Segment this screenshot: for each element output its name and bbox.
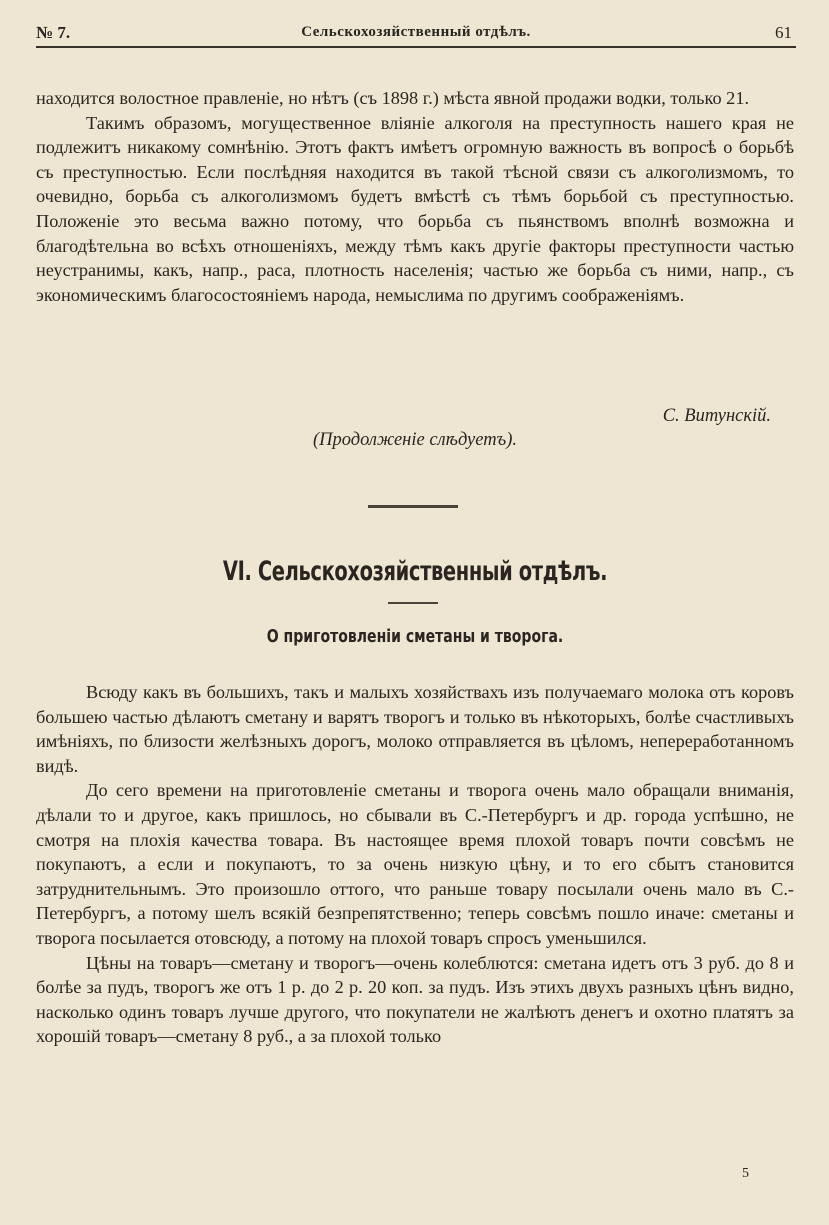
paragraph: Всюду какъ въ большихъ, такъ и малыхъ хозяйствахъ изъ получаемаго молока отъ коровъ большею частью дѣлаютъ сметану и варятъ творогъ и только въ нѣкоторыхъ, болѣе счастливыхъ имѣніяхъ, по близости желѣзныхъ дорогъ, молоко отправляется въ цѣломъ, непереработанномъ видѣ. xyxy=(36,682,794,776)
author-signature: С. Витунскій. xyxy=(662,406,771,426)
article-continuation xyxy=(36,86,794,307)
issue-number: № 7. xyxy=(36,23,71,42)
page-number: 61 xyxy=(775,23,792,42)
page-header xyxy=(36,20,796,48)
continued-note: (Продолженіе слѣдуетъ). xyxy=(313,430,517,450)
subsection-title: О приготовленіи сметаны и творога. xyxy=(266,626,564,647)
running-title: Сельскохозяйственный отдѣлъ. xyxy=(301,24,531,40)
section-title: VI. Сельскохозяйственный отдѣлъ. xyxy=(222,556,608,587)
paragraph: До сего времени на приготовленіе сметаны и творога очень мало обращали вниманія, дѣлали то и другое, какъ пришлось, но сбывали въ С.-Петербургъ и др. города успѣшно, не смотря на плохія качества товара. Въ настоящее время плохой товаръ почти совсѣмъ не покупаютъ, а если и покупаютъ, то за очень низкую цѣну, и то его сбытъ становится затруднительнымъ. Это произошло оттого, что раньше товару посылали очень мало въ С.-Петербургъ, а потому шелъ всякій безпрепятственно; теперь совсѣмъ пошло иначе: сметаны и творога посылается отовсюду, а потому на плохой товаръ спросъ уменьшился. xyxy=(36,780,794,948)
divider-rule xyxy=(368,505,458,508)
paragraph: находится волостное правленіе, но нѣтъ (съ 1898 г.) мѣста явной продажи водки, только 21. xyxy=(36,88,750,108)
paragraph: Цѣны на товаръ—сметану и творогъ—очень колеблются: сметана идетъ отъ 3 руб. до 8 и болѣе за пудъ, творогъ же отъ 1 р. до 2 р. 20 коп. за пудъ. Изъ этихъ двухъ разныхъ цѣнъ видно, насколько одинъ товаръ лучше другого, что покупатели не жалѣютъ денегъ и охотно платятъ за хорошій товаръ—сметану 8 руб., а за плохой только xyxy=(36,952,794,1047)
signature-mark: 5 xyxy=(742,1166,749,1181)
short-rule xyxy=(388,602,438,604)
paragraph: Такимъ образомъ, могущественное вліяніе алкоголя на преступность нашего края не подлежитъ никакому сомнѣнію. Этотъ фактъ имѣетъ огромную важность въ вопросѣ о борьбѣ съ преступностью. Если послѣдняя находится въ такой тѣсной связи съ алкоголизмомъ, то очевидно, борьба съ алкоголизмомъ будетъ вмѣстѣ съ тѣмъ борьбой съ преступностью. Положеніе это весьма важно потому, что борьба съ пьянствомъ вполнѣ возможна и благодѣтельна во всѣхъ отношеніяхъ, между тѣмъ какъ другіе факторы преступности частью неустранимы, какъ, напр., раса, плотность населенія; частью же борьба съ ними, напр., съ экономическимъ благосостояніемъ народа, немыслима по другимъ соображеніямъ. xyxy=(36,112,794,305)
section-body xyxy=(36,680,794,1049)
